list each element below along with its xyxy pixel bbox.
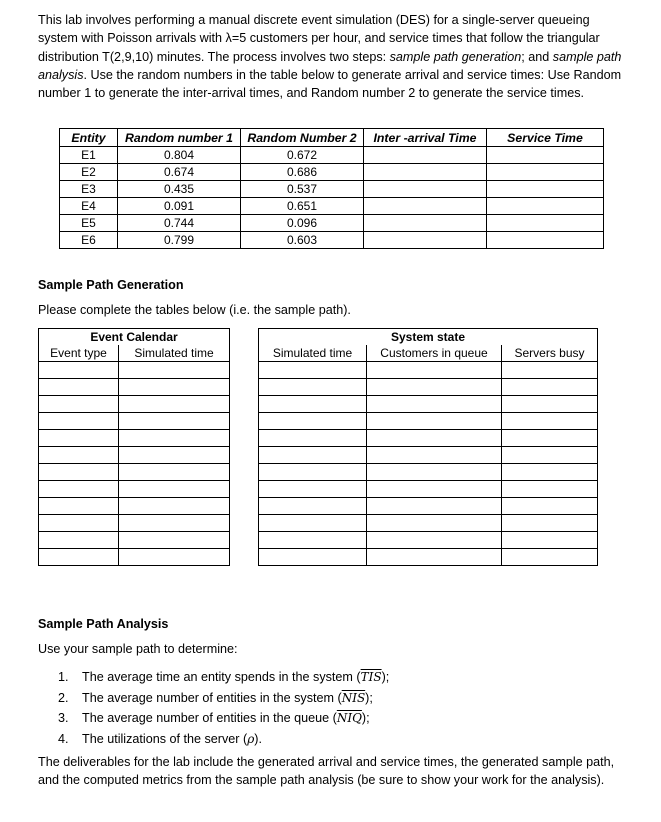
blank-cell[interactable] xyxy=(367,430,502,447)
table-row xyxy=(259,379,598,396)
blank-cell[interactable] xyxy=(502,532,598,549)
blank-cell[interactable] xyxy=(119,396,230,413)
blank-cell[interactable] xyxy=(119,447,230,464)
table-cell: 0.603 xyxy=(241,232,364,249)
table-row xyxy=(60,164,604,181)
table-row xyxy=(60,198,604,215)
table-cell: E2 xyxy=(60,164,118,181)
blank-cell[interactable] xyxy=(259,396,367,413)
blank-cell[interactable] xyxy=(259,379,367,396)
blank-cell[interactable] xyxy=(259,481,367,498)
blank-cell[interactable] xyxy=(259,362,367,379)
system-state-table xyxy=(258,328,598,566)
table-row xyxy=(259,396,598,413)
table-cell[interactable] xyxy=(364,181,487,198)
table-row xyxy=(39,498,230,515)
table-row xyxy=(60,181,604,198)
event-calendar-table xyxy=(38,328,230,566)
blank-cell[interactable] xyxy=(367,515,502,532)
blank-cell[interactable] xyxy=(39,498,119,515)
blank-cell[interactable] xyxy=(367,362,502,379)
table-row xyxy=(39,532,230,549)
table-cell: E1 xyxy=(60,147,118,164)
system-state-title: System state xyxy=(259,329,598,346)
blank-cell[interactable] xyxy=(119,430,230,447)
blank-cell[interactable] xyxy=(39,532,119,549)
table-row xyxy=(60,147,604,164)
blank-cell[interactable] xyxy=(119,481,230,498)
table-row xyxy=(39,549,230,566)
blank-cell[interactable] xyxy=(502,430,598,447)
table-row xyxy=(259,549,598,566)
col-state-simulated-time: Simulated time xyxy=(259,345,367,362)
blank-cell[interactable] xyxy=(259,464,367,481)
blank-cell[interactable] xyxy=(39,464,119,481)
table-cell[interactable] xyxy=(364,198,487,215)
sample-path-analysis-heading: Sample Path Analysis xyxy=(38,617,169,631)
blank-cell[interactable] xyxy=(119,549,230,566)
list-item: 2. The average number of entities in the system $(\overline{NIS})$; xyxy=(58,690,373,705)
sample-path-generation-heading: Sample Path Generation xyxy=(38,278,184,292)
header-random-2: Random Number 2 xyxy=(241,129,364,147)
list-item: 3. The average number of entities in the queue $(\overline{NIQ})$; xyxy=(58,711,370,725)
table-row xyxy=(39,396,230,413)
table-cell: 0.091 xyxy=(118,198,241,215)
table-cell[interactable] xyxy=(364,147,487,164)
table-row xyxy=(259,430,598,447)
table-cell: 0.674 xyxy=(118,164,241,181)
blank-cell[interactable] xyxy=(259,447,367,464)
blank-cell[interactable] xyxy=(367,379,502,396)
table-cell[interactable] xyxy=(487,215,604,232)
blank-cell[interactable] xyxy=(119,413,230,430)
table-cell[interactable] xyxy=(487,198,604,215)
blank-cell[interactable] xyxy=(39,481,119,498)
blank-cell[interactable] xyxy=(502,515,598,532)
table-row xyxy=(259,498,598,515)
niq-symbol: $\overline{NIQ}$ xyxy=(336,711,362,725)
analysis-list xyxy=(58,667,389,749)
header-entity: Entity xyxy=(60,129,118,147)
table-row xyxy=(39,362,230,379)
blank-cell[interactable] xyxy=(39,430,119,447)
table-row xyxy=(259,464,598,481)
col-event-type: Event type xyxy=(39,345,119,362)
blank-cell[interactable] xyxy=(502,362,598,379)
blank-cell[interactable] xyxy=(39,515,119,532)
table-row xyxy=(60,215,604,232)
table-row xyxy=(39,379,230,396)
blank-cell[interactable] xyxy=(367,396,502,413)
blank-cell[interactable] xyxy=(502,413,598,430)
table-row xyxy=(259,413,598,430)
header-random-1: Random number 1 xyxy=(118,129,241,147)
table-cell: E5 xyxy=(60,215,118,232)
table-row xyxy=(39,430,230,447)
table-cell: 0.672 xyxy=(241,147,364,164)
rho-symbol: ρ xyxy=(247,731,255,746)
nis-symbol: $\overline{NIS}$ xyxy=(341,690,366,705)
blank-cell[interactable] xyxy=(367,447,502,464)
table-cell: 0.537 xyxy=(241,181,364,198)
table-cell[interactable] xyxy=(487,164,604,181)
blank-cell[interactable] xyxy=(502,549,598,566)
blank-cell[interactable] xyxy=(39,396,119,413)
table-cell: 0.686 xyxy=(241,164,364,181)
blank-cell[interactable] xyxy=(39,549,119,566)
blank-cell[interactable] xyxy=(367,464,502,481)
blank-cell[interactable] xyxy=(259,498,367,515)
table-row xyxy=(259,481,598,498)
table-row xyxy=(39,515,230,532)
table-cell: 0.744 xyxy=(118,215,241,232)
blank-cell[interactable] xyxy=(502,447,598,464)
table-cell: E3 xyxy=(60,181,118,198)
blank-cell[interactable] xyxy=(367,481,502,498)
table-cell: 0.096 xyxy=(241,215,364,232)
col-servers-busy: Servers busy xyxy=(502,345,598,362)
entity-table-header xyxy=(60,129,604,147)
table-row xyxy=(39,447,230,464)
blank-cell[interactable] xyxy=(259,515,367,532)
generation-instruction: Please complete the tables below (i.e. the sample path). xyxy=(38,303,351,317)
intro-paragraph: This lab involves performing a manual discrete event simulation (DES) for a single-server queueing system with Poisson arrivals with λ=5 customers per hour, and service times that follow the triangular distribution T(2,9,10) minutes. The process involves two steps: sample path generation; and sample path analysis. Use the random numbers in the table below to generate arrival and service times: Use Random number 1 to generate the inter-arrival times, and Random number 2 to generate the service times. xyxy=(38,13,622,101)
table-cell: E4 xyxy=(60,198,118,215)
entity-table xyxy=(59,128,604,249)
table-cell[interactable] xyxy=(364,164,487,181)
col-customers-in-queue: Customers in queue xyxy=(367,345,502,362)
table-cell: 0.651 xyxy=(241,198,364,215)
blank-cell[interactable] xyxy=(367,413,502,430)
blank-cell[interactable] xyxy=(119,379,230,396)
table-cell[interactable] xyxy=(364,215,487,232)
blank-cell[interactable] xyxy=(119,515,230,532)
table-cell: E6 xyxy=(60,232,118,249)
blank-cell[interactable] xyxy=(367,498,502,515)
header-interarrival: Inter -arrival Time xyxy=(364,129,487,147)
blank-cell[interactable] xyxy=(502,481,598,498)
blank-cell[interactable] xyxy=(502,396,598,413)
blank-cell[interactable] xyxy=(502,379,598,396)
blank-cell[interactable] xyxy=(39,447,119,464)
table-row xyxy=(39,413,230,430)
table-row xyxy=(259,447,598,464)
tis-symbol: $\overline{TIS}$ xyxy=(360,670,382,684)
table-cell: 0.804 xyxy=(118,147,241,164)
blank-cell[interactable] xyxy=(39,413,119,430)
table-row xyxy=(60,232,604,249)
blank-cell[interactable] xyxy=(367,549,502,566)
table-cell: 0.435 xyxy=(118,181,241,198)
table-cell[interactable] xyxy=(364,232,487,249)
blank-cell[interactable] xyxy=(119,362,230,379)
table-cell[interactable] xyxy=(487,232,604,249)
table-cell[interactable] xyxy=(487,147,604,164)
deliverables-paragraph: The deliverables for the lab include the generated arrival and service times, the generated sample path, and the computed metrics from the sample path analysis (be sure to show your work for the analysis). xyxy=(38,755,615,788)
blank-cell[interactable] xyxy=(259,532,367,549)
table-row xyxy=(39,464,230,481)
blank-cell[interactable] xyxy=(119,498,230,515)
table-cell[interactable] xyxy=(487,181,604,198)
table-row xyxy=(39,481,230,498)
blank-cell[interactable] xyxy=(119,532,230,549)
table-row xyxy=(259,532,598,549)
blank-cell[interactable] xyxy=(119,464,230,481)
list-item: 1. The average time an entity spends in the system $(\overline{TIS})$; xyxy=(58,670,390,684)
analysis-instruction: Use your sample path to determine: xyxy=(38,642,238,656)
table-cell: 0.799 xyxy=(118,232,241,249)
list-item: 4. The utilizations of the server (ρ). xyxy=(58,731,262,746)
blank-cell[interactable] xyxy=(502,498,598,515)
blank-cell[interactable] xyxy=(259,549,367,566)
blank-cell[interactable] xyxy=(259,413,367,430)
blank-cell[interactable] xyxy=(39,362,119,379)
col-simulated-time: Simulated time xyxy=(119,345,230,362)
blank-cell[interactable] xyxy=(502,464,598,481)
header-service-time: Service Time xyxy=(487,129,604,147)
blank-cell[interactable] xyxy=(367,532,502,549)
event-calendar-title: Event Calendar xyxy=(39,329,230,346)
blank-cell[interactable] xyxy=(259,430,367,447)
table-row xyxy=(259,362,598,379)
table-row xyxy=(259,515,598,532)
blank-cell[interactable] xyxy=(39,379,119,396)
